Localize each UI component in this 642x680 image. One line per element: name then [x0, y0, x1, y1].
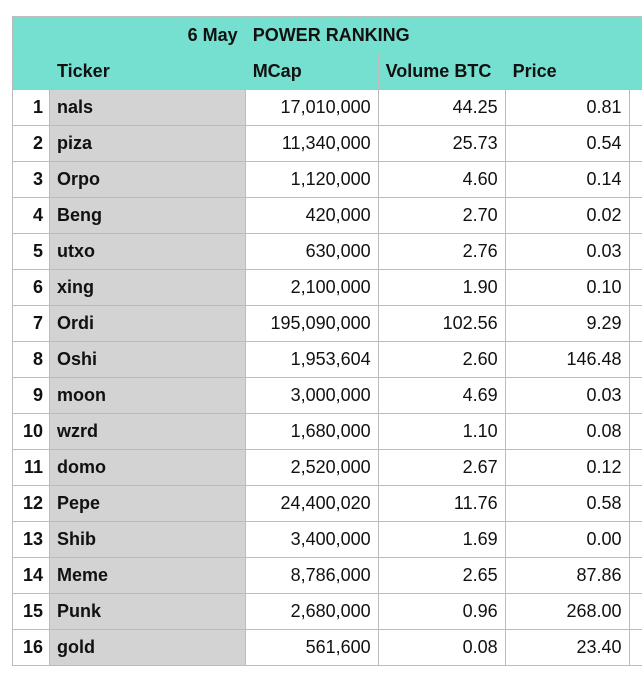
date-label[interactable]: 6 May	[49, 17, 245, 54]
edge-cell[interactable]	[629, 414, 642, 450]
rank-cell[interactable]: 6	[13, 270, 50, 306]
column-header-price[interactable]: Price	[505, 54, 629, 90]
price-cell[interactable]: 146.48	[505, 342, 629, 378]
title-row	[13, 17, 642, 54]
mcap-cell[interactable]: 3,000,000	[245, 378, 378, 414]
volume-cell[interactable]: 102.56	[378, 306, 505, 342]
ticker-cell[interactable]: wzrd	[49, 414, 245, 450]
mcap-cell[interactable]: 24,400,020	[245, 486, 378, 522]
header-edge-cell[interactable]	[629, 54, 642, 90]
mcap-cell[interactable]: 2,100,000	[245, 270, 378, 306]
rank-cell[interactable]: 15	[13, 594, 50, 630]
price-cell[interactable]: 0.81	[505, 90, 629, 126]
column-header-ticker[interactable]: Ticker	[49, 54, 245, 90]
rank-cell[interactable]: 10	[13, 414, 50, 450]
rank-cell[interactable]: 2	[13, 126, 50, 162]
price-cell[interactable]: 9.29	[505, 306, 629, 342]
volume-cell[interactable]: 2.76	[378, 234, 505, 270]
table-row	[13, 270, 642, 306]
table-row	[13, 126, 642, 162]
spreadsheet	[12, 16, 642, 666]
column-header-volume[interactable]: Volume BTC	[378, 54, 505, 90]
price-cell[interactable]: 0.03	[505, 234, 629, 270]
rank-cell[interactable]: 8	[13, 342, 50, 378]
mcap-cell[interactable]: 561,600	[245, 630, 378, 666]
price-cell[interactable]: 0.10	[505, 270, 629, 306]
mcap-cell[interactable]: 11,340,000	[245, 126, 378, 162]
rank-cell[interactable]: 7	[13, 306, 50, 342]
table-row	[13, 522, 642, 558]
edge-cell[interactable]	[629, 306, 642, 342]
edge-cell[interactable]	[629, 450, 642, 486]
table-row	[13, 630, 642, 666]
price-cell[interactable]: 0.14	[505, 162, 629, 198]
edge-cell[interactable]	[629, 522, 642, 558]
price-cell[interactable]: 0.08	[505, 414, 629, 450]
edge-cell[interactable]	[629, 558, 642, 594]
title-row-edge-cell[interactable]	[629, 17, 642, 54]
table-row	[13, 198, 642, 234]
table-row	[13, 450, 642, 486]
title-row-corner-cell[interactable]	[13, 17, 50, 54]
volume-cell[interactable]: 1.90	[378, 270, 505, 306]
volume-cell[interactable]: 11.76	[378, 486, 505, 522]
price-cell[interactable]: 268.00	[505, 594, 629, 630]
ticker-cell[interactable]: gold	[49, 630, 245, 666]
table-row	[13, 342, 642, 378]
table-row	[13, 378, 642, 414]
column-header-mcap[interactable]: MCap	[245, 54, 378, 90]
header-corner-cell[interactable]	[13, 54, 50, 90]
ticker-cell[interactable]: piza	[49, 126, 245, 162]
volume-cell[interactable]: 4.69	[378, 378, 505, 414]
volume-cell[interactable]: 2.70	[378, 198, 505, 234]
mcap-cell[interactable]: 630,000	[245, 234, 378, 270]
rank-cell[interactable]: 1	[13, 90, 50, 126]
volume-cell[interactable]: 2.67	[378, 450, 505, 486]
price-cell[interactable]: 0.54	[505, 126, 629, 162]
edge-cell[interactable]	[629, 270, 642, 306]
edge-cell[interactable]	[629, 198, 642, 234]
mcap-cell[interactable]: 2,680,000	[245, 594, 378, 630]
price-cell[interactable]: 0.02	[505, 198, 629, 234]
price-cell[interactable]: 0.12	[505, 450, 629, 486]
table-row	[13, 162, 642, 198]
table-row	[13, 414, 642, 450]
mcap-cell[interactable]: 1,953,604	[245, 342, 378, 378]
table-row	[13, 306, 642, 342]
table-row	[13, 594, 642, 630]
ticker-cell[interactable]: Ordi	[49, 306, 245, 342]
edge-cell[interactable]	[629, 378, 642, 414]
ticker-cell[interactable]: nals	[49, 90, 245, 126]
rank-cell[interactable]: 5	[13, 234, 50, 270]
rank-cell[interactable]: 14	[13, 558, 50, 594]
volume-cell[interactable]: 2.65	[378, 558, 505, 594]
mcap-cell[interactable]: 1,680,000	[245, 414, 378, 450]
mcap-cell[interactable]: 3,400,000	[245, 522, 378, 558]
edge-cell[interactable]	[629, 234, 642, 270]
edge-cell[interactable]	[629, 594, 642, 630]
volume-cell[interactable]: 1.10	[378, 414, 505, 450]
ticker-cell[interactable]: xing	[49, 270, 245, 306]
table-row	[13, 558, 642, 594]
ticker-cell[interactable]: Meme	[49, 558, 245, 594]
ticker-cell[interactable]: moon	[49, 378, 245, 414]
ticker-cell[interactable]: Punk	[49, 594, 245, 630]
table-body	[13, 17, 642, 666]
edge-cell[interactable]	[629, 162, 642, 198]
mcap-cell[interactable]: 17,010,000	[245, 90, 378, 126]
price-cell[interactable]: 0.03	[505, 378, 629, 414]
mcap-cell[interactable]: 8,786,000	[245, 558, 378, 594]
table-row	[13, 90, 642, 126]
ticker-cell[interactable]: utxo	[49, 234, 245, 270]
price-cell[interactable]: 87.86	[505, 558, 629, 594]
column-header-row	[13, 54, 642, 90]
edge-cell[interactable]	[629, 486, 642, 522]
ticker-cell[interactable]: Oshi	[49, 342, 245, 378]
rank-cell[interactable]: 9	[13, 378, 50, 414]
ticker-cell[interactable]: Pepe	[49, 486, 245, 522]
price-cell[interactable]: 0.00	[505, 522, 629, 558]
ticker-cell[interactable]: domo	[49, 450, 245, 486]
edge-cell[interactable]	[629, 630, 642, 666]
volume-cell[interactable]: 25.73	[378, 126, 505, 162]
edge-cell[interactable]	[629, 90, 642, 126]
rank-cell[interactable]: 4	[13, 198, 50, 234]
mcap-cell[interactable]: 420,000	[245, 198, 378, 234]
rank-cell[interactable]: 11	[13, 450, 50, 486]
rank-cell[interactable]: 16	[13, 630, 50, 666]
rank-cell[interactable]: 13	[13, 522, 50, 558]
volume-cell[interactable]: 0.96	[378, 594, 505, 630]
volume-cell[interactable]: 0.08	[378, 630, 505, 666]
table-row	[13, 234, 642, 270]
volume-cell[interactable]: 1.69	[378, 522, 505, 558]
edge-cell[interactable]	[629, 126, 642, 162]
ticker-cell[interactable]: Shib	[49, 522, 245, 558]
mcap-cell[interactable]: 2,520,000	[245, 450, 378, 486]
rank-cell[interactable]: 12	[13, 486, 50, 522]
rank-cell[interactable]: 3	[13, 162, 50, 198]
ticker-cell[interactable]: Beng	[49, 198, 245, 234]
table-row	[13, 486, 642, 522]
edge-cell[interactable]	[629, 342, 642, 378]
price-cell[interactable]: 0.58	[505, 486, 629, 522]
volume-cell[interactable]: 4.60	[378, 162, 505, 198]
ticker-cell[interactable]: Orpo	[49, 162, 245, 198]
volume-cell[interactable]: 44.25	[378, 90, 505, 126]
mcap-cell[interactable]: 1,120,000	[245, 162, 378, 198]
sheet-title[interactable]: POWER RANKING	[245, 17, 629, 54]
mcap-cell[interactable]: 195,090,000	[245, 306, 378, 342]
power-ranking-table	[12, 16, 642, 666]
volume-cell[interactable]: 2.60	[378, 342, 505, 378]
price-cell[interactable]: 23.40	[505, 630, 629, 666]
